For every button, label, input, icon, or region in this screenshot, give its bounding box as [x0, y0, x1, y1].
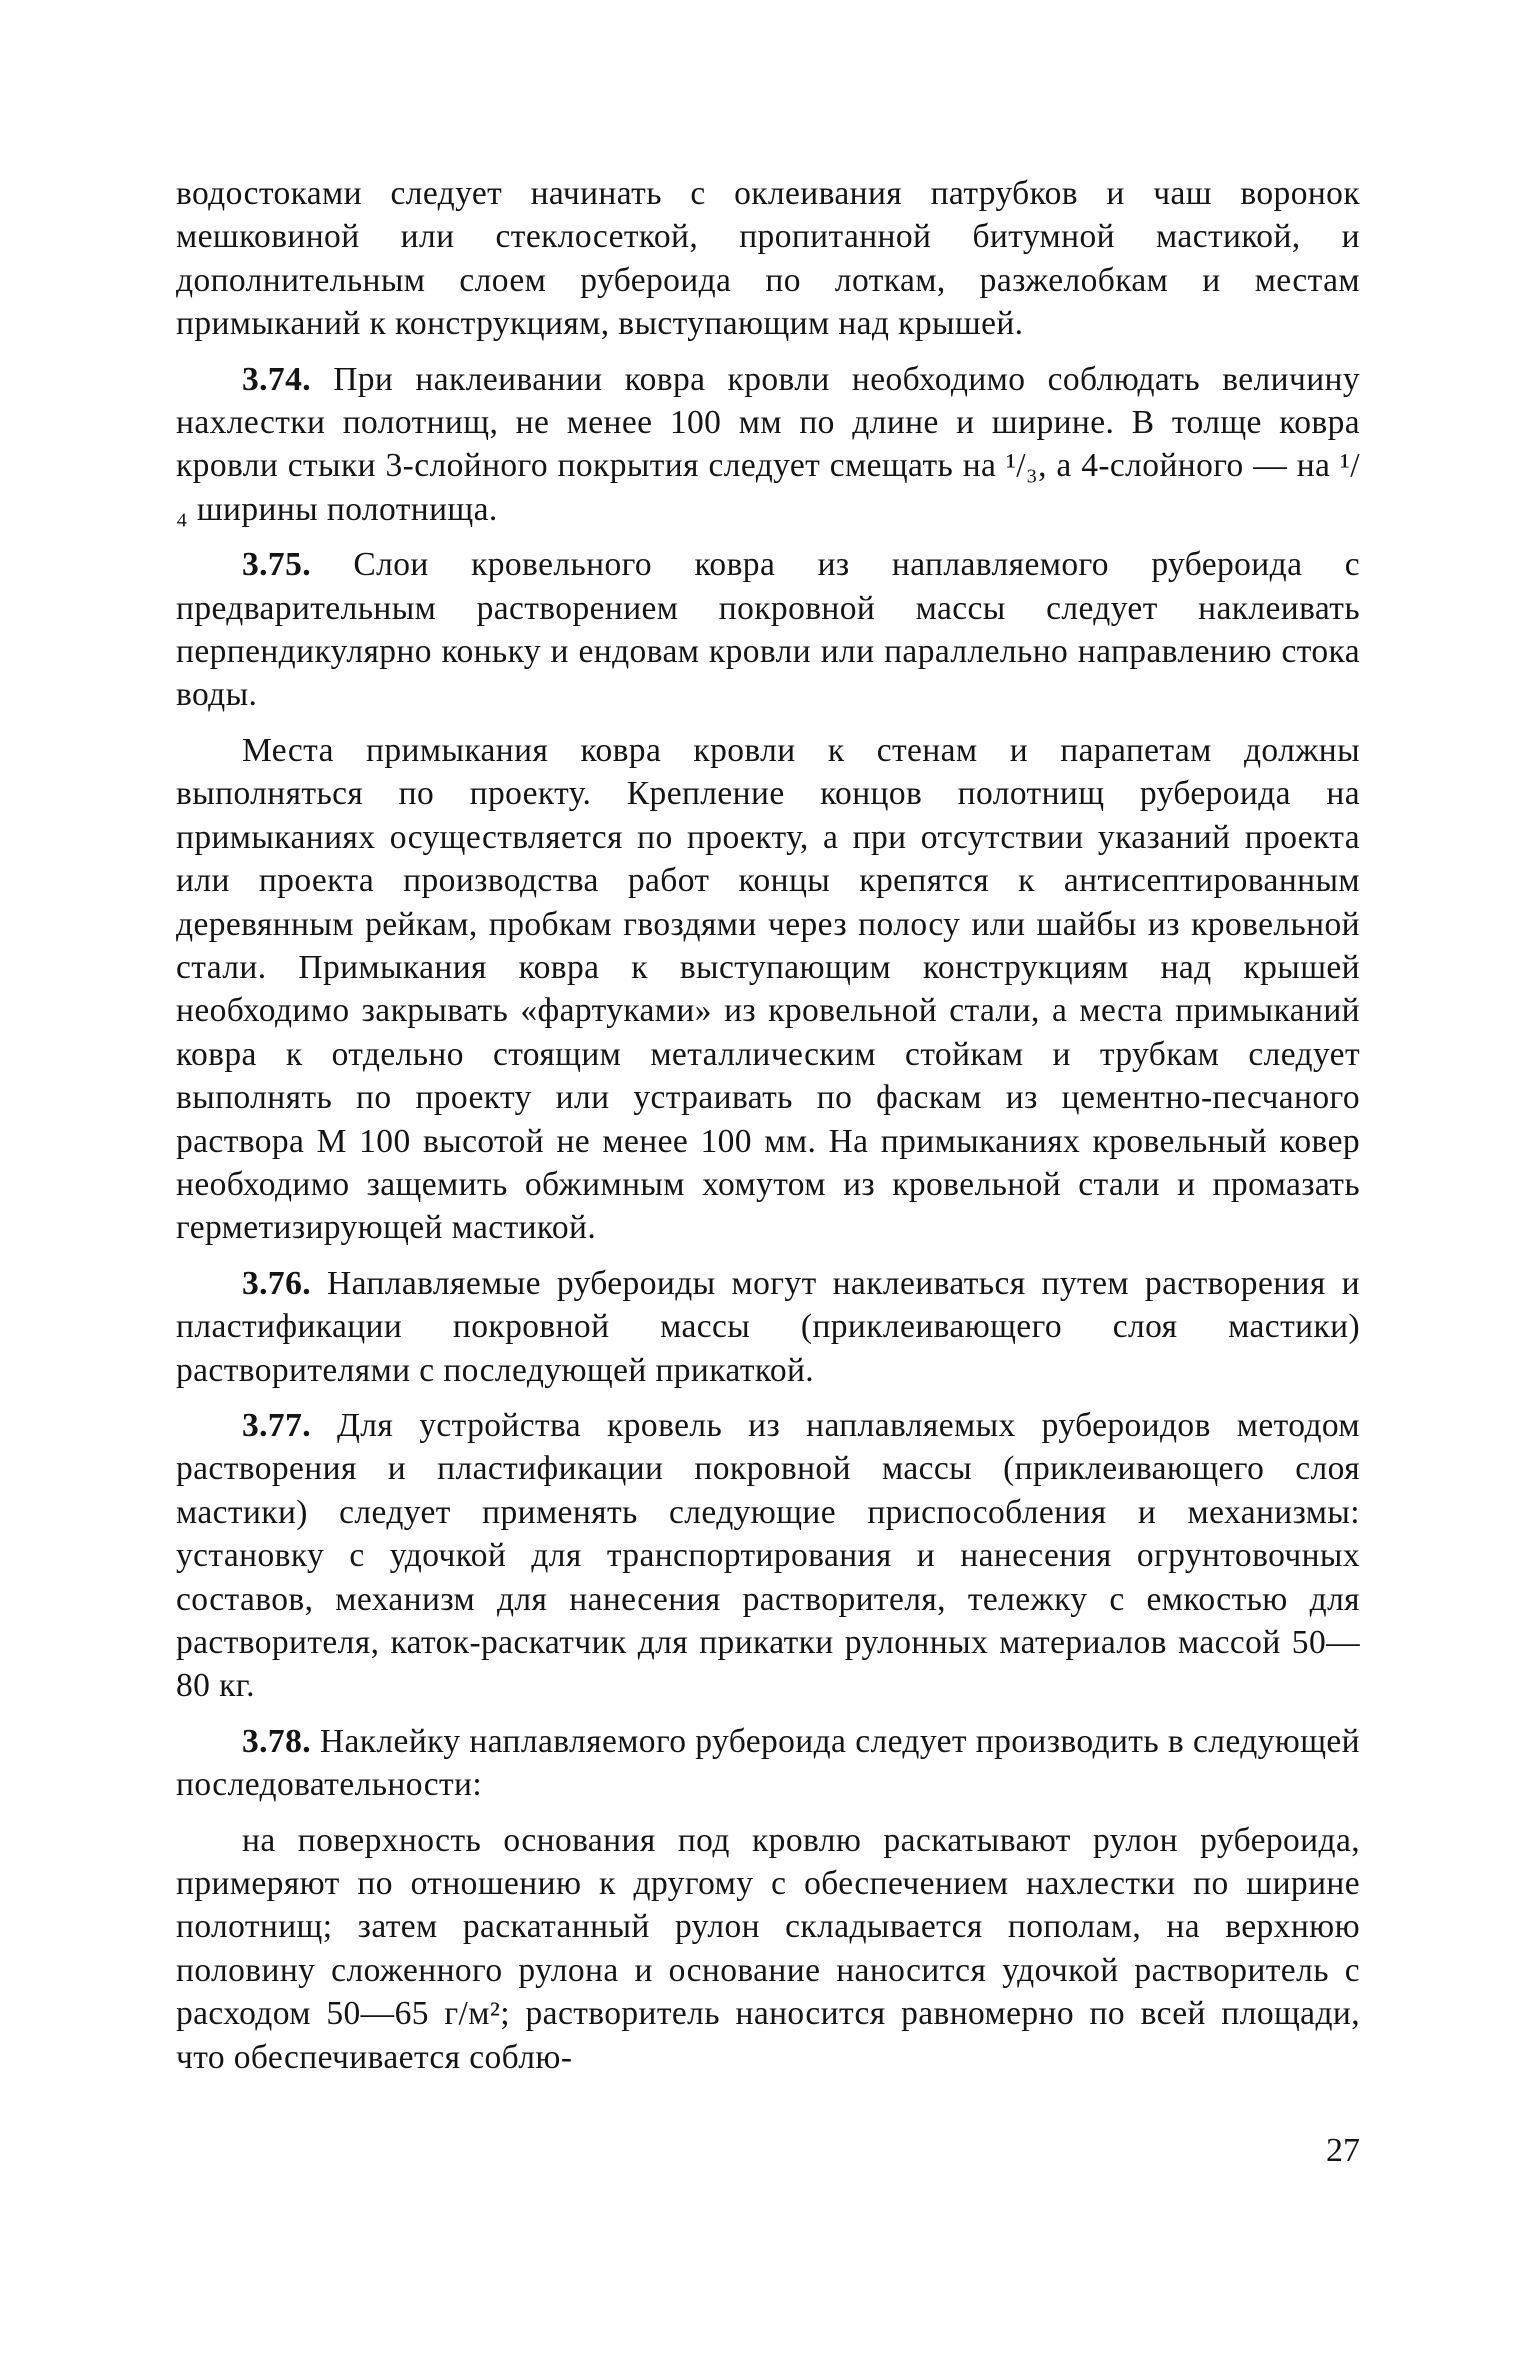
page-number: 27 — [1326, 2132, 1360, 2169]
paragraph-3-76 — [176, 1262, 1360, 1392]
paragraph-text: водостоками следует начинать с оклеивания патрубков и чаш воронок мешковиной или стеклосеткой, пропитанной битумной мастикой, и дополнительным слоем рубероида по лоткам, разжелобкам и местам примыканий к конструкциям, выступающим над крышей. — [176, 175, 1360, 343]
paragraph-text: Наплавляемые рубероиды могут наклеиваться путем растворения и пластификации покровной массы (приклеивающего слоя мастики) растворителями с последующей прикаткой. — [176, 1264, 1360, 1389]
paragraph-3-75 — [176, 543, 1360, 717]
paragraph-3-78 — [176, 1720, 1360, 1807]
paragraph-continuation — [176, 172, 1360, 346]
paragraph-3-74 — [176, 358, 1360, 532]
paragraph-procedure — [176, 1819, 1360, 2079]
paragraph-text: Слои кровельного ковра из наплавляемого рубероида с предварительным растворением покровной массы следует наклеивать перпендикулярно коньку и ендовам кровли или параллельно направлению стока воды. — [176, 546, 1360, 714]
paragraph-abutments — [176, 729, 1360, 1250]
paragraph-text: на поверхность основания под кровлю раскатывают рулон рубероида, примеряют по отношению к другому с обеспечением нахлестки по ширине полотнищ; затем раскатанный рулон складывается пополам, на верхнюю половину сложенного рулона и основание наносится удочкой растворитель с расходом 50—65 г/м²; растворитель наносится равномерно по всей площади, что обеспечивается соблю- — [176, 1821, 1360, 2076]
paragraph-text: Наклейку наплавляемого рубероида следует производить в следующей последовательности: — [176, 1722, 1361, 1804]
paragraph-number: 3.75. — [242, 546, 311, 584]
paragraph-number: 3.78. — [242, 1722, 311, 1760]
paragraph-text: При наклеивании ковра кровли необходимо соблюдать величину нахлестки полотнищ, не менее 100 мм по длине и ширине. В толще ковра кровли стыки 3-слойного покрытия следует смещать на ¹/₃, а 4-слойного — на ¹/₄ ширины полотнища. — [176, 360, 1360, 528]
paragraph-number: 3.77. — [242, 1406, 311, 1444]
paragraph-text: Для устройства кровель из наплавляемых рубероидов методом растворения и пластификации покровной массы (приклеивающего слоя мастики) следует применять следующие приспособления и механизмы: установку с удочкой для транспортирования и нанесения огрунтовочных составов, механизм для нанесения растворителя, тележку с емкостью для растворителя, каток-раскатчик для прикатки рулонных материалов массой 50—80 кг. — [176, 1406, 1361, 1705]
paragraph-number: 3.76. — [242, 1264, 311, 1302]
paragraph-number: 3.74. — [242, 360, 311, 398]
body-text — [176, 172, 1360, 2091]
paragraph-text: Места примыкания ковра кровли к стенам и парапетам должны выполняться по проекту. Крепление концов полотнищ рубероида на примыканиях осуществляется по проекту, а при отсутствии указаний проекта или проекта производства работ концы крепятся к антисептированным деревянным рейкам, пробкам гвоздями через полосу или шайбы из кровельной стали. Примыкания ковра к выступающим конструкциям над крышей необходимо закрывать «фартуками» из кровельной стали, а места примыканий ковра к отдельно стоящим металлическим стойкам и трубкам следует выполнять по проекту или устраивать по фаскам из цементно-песчаного раствора М 100 высотой не менее 100 мм. На примыканиях кровельный ковер необходимо защемить обжимным хомутом из кровельной стали и промазать герметизирующей мастикой. — [176, 731, 1360, 1247]
paragraph-3-77 — [176, 1404, 1360, 1708]
